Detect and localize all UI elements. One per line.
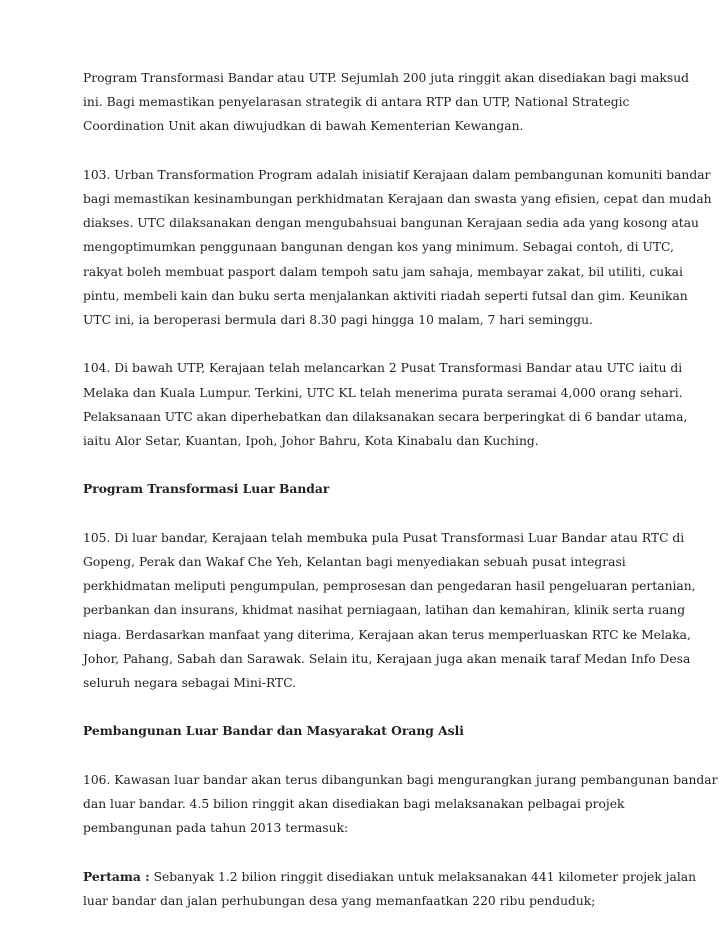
paragraph-103 bbox=[83, 163, 712, 332]
text-line: rakyat boleh membuat pasport dalam tempoh satu jam sahaja, membayar zakat, bil utiliti, cukai bbox=[83, 264, 683, 279]
pertama-text: Sebanyak 1.2 bilion ringgit disediakan untuk melaksanakan 441 kilometer projek jalan bbox=[149, 869, 697, 884]
text-line: ini. Bagi memastikan penyelarasan strategik di antara RTP dan UTP, National Strategic bbox=[83, 95, 630, 110]
text-line: UTC ini, ia beroperasi bermula dari 8.30 pagi hingga 10 malam, 7 hari seminggu. bbox=[83, 313, 593, 328]
section-heading-rural-transformation: Program Transformasi Luar Bandar bbox=[83, 481, 330, 497]
text-line: Gopeng, Perak dan Wakaf Che Yeh, Kelantan bagi menyediakan sebuah pusat integrasi bbox=[83, 555, 626, 569]
paragraph-pertama bbox=[83, 865, 697, 913]
text-line: dan luar bandar. 4.5 bilion ringgit akan disediakan bagi melaksanakan pelbagai projek bbox=[83, 797, 625, 811]
document-page bbox=[83, 66, 718, 937]
paragraph-104 bbox=[83, 356, 688, 453]
paragraph-106 bbox=[83, 768, 718, 841]
text-line: Melaka dan Kuala Lumpur. Terkini, UTC KL telah menerima purata seramai 4,000 orang sehari. bbox=[83, 385, 683, 400]
text-line: niaga. Berdasarkan manfaat yang diterima, Kerajaan akan terus memperluaskan RTC ke Melaka, bbox=[83, 627, 691, 642]
text-line: 104. Di bawah UTP, Kerajaan telah melancarkan 2 Pusat Transformasi Bandar atau UTC iaitu di bbox=[83, 361, 683, 376]
text-line: Johor, Pahang, Sabah dan Sarawak. Selain itu, Kerajaan juga akan menaik taraf Medan Info Desa bbox=[83, 651, 691, 666]
text-line: Program Transformasi Bandar atau UTP. Sejumlah 200 juta ringgit akan disediakan bagi maksud bbox=[83, 71, 689, 85]
text-line: pembangunan pada tahun 2013 termasuk: bbox=[83, 821, 349, 836]
text-line: seluruh negara sebagai Mini-RTC. bbox=[83, 676, 297, 691]
text-line: bagi memastikan kesinambungan perkhidmatan Kerajaan dan swasta yang efisien, cepat dan mudah bbox=[83, 192, 712, 206]
text-line: Pelaksanaan UTC akan diperhebatkan dan dilaksanakan secara berperingkat di 6 bandar utama, bbox=[83, 409, 688, 424]
text-line: 105. Di luar bandar, Kerajaan telah membuka pula Pusat Transformasi Luar Bandar atau RTC di bbox=[83, 530, 685, 545]
paragraph-intro bbox=[83, 66, 689, 139]
section-heading-rural-development: Pembangunan Luar Bandar dan Masyarakat Orang Asli bbox=[83, 723, 464, 739]
text-line: diakses. UTC dilaksanakan dengan mengubahsuai bangunan Kerajaan sedia ada yang kosong atau bbox=[83, 216, 699, 231]
text-line: 106. Kawasan luar bandar akan terus dibangunkan bagi mengurangkan jurang pembangunan bandar bbox=[83, 772, 718, 787]
text-line: iaitu Alor Setar, Kuantan, Ipoh, Johor Bahru, Kota Kinabalu dan Kuching. bbox=[83, 434, 539, 449]
text-line: mengoptimumkan penggunaan bangunan dengan kos yang minimum. Sebagai contoh, di UTC, bbox=[83, 240, 674, 255]
text-line: Coordination Unit akan diwujudkan di bawah Kementerian Kewangan. bbox=[83, 119, 524, 134]
text-line: perkhidmatan meliputi pengumpulan, pemprosesan dan pengedaran hasil pengeluaran pertanian, bbox=[83, 579, 696, 594]
text-line: 103. Urban Transformation Program adalah inisiatif Kerajaan dalam pembangunan komuniti bandar bbox=[83, 167, 711, 182]
text-line bbox=[83, 865, 697, 889]
pertama-label: Pertama : bbox=[83, 868, 150, 884]
text-line: luar bandar dan jalan perhubungan desa yang memanfaatkan 220 ribu penduduk; bbox=[83, 893, 596, 908]
text-line: perbankan dan insurans, khidmat nasihat perniagaan, latihan dan kemahiran, klinik serta ruang bbox=[83, 603, 686, 618]
paragraph-105 bbox=[83, 526, 696, 695]
text-line: pintu, membeli kain dan buku serta menjalankan aktiviti riadah seperti futsal dan gim. Keunikan bbox=[83, 288, 688, 303]
